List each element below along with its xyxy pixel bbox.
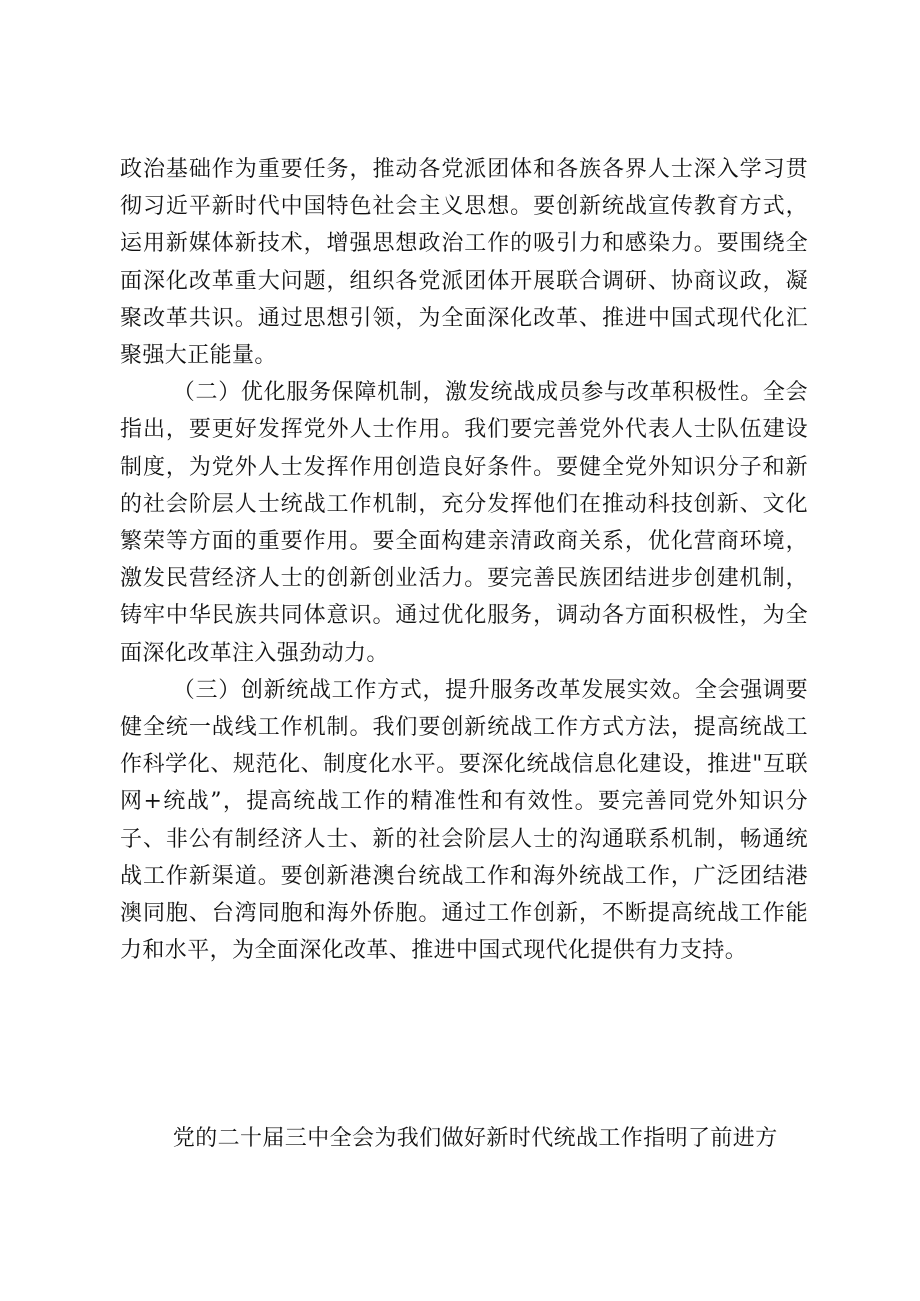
paragraph-section-two: （二）优化服务保障机制，激发统战成员参与改革积极性。全会指出，要更好发挥党外人士作用。我们要完善党外代表人士队伍建设制度，为党外人士发挥作用创造良好条件。要健全党外知识分子和新的社会阶层人士统战工作机制，充分发挥他们在推动科技创新、文化繁荣等方面的重要作用。要全面构建亲清政商关系，优化营商环境，激发民营经济人士的创新创业活力。要完善民族团结进步创建机制，铸牢中华民族共同体意识。通过优化服务，调动各方面积极性，为全面深化改革注入强劲动力。: [120, 380, 808, 666]
paragraph-conclusion-start: 党的二十届三中全会为我们做好新时代统战工作指明了前进方: [172, 1126, 778, 1151]
document-body: [120, 151, 808, 969]
paragraph-continuation: 政治基础作为重要任务，推动各党派团体和各族各界人士深入学习贯彻习近平新时代中国特色社会主义思想。要创新统战宣传教育方式，运用新媒体新技术，增强思想政治工作的吸引力和感染力。要围绕全面深化改革重大问题，组织各党派团体开展联合调研、协商议政，凝聚改革共识。通过思想引领，为全面深化改革、推进中国式现代化汇聚强大正能量。: [120, 157, 808, 369]
paragraph-section-three: （三）创新统战工作方式，提升服务改革发展实效。全会强调要健全统一战线工作机制。我们要创新统战工作方式方法，提高统战工作科学化、规范化、制度化水平。要深化统战信息化建设，推进"互联网+统战”，提高统战工作的精准性和有效性。要完善同党外知识分子、非公有制经济人士、新的社会阶层人士的沟通联系机制，畅通统战工作新渠道。要创新港澳台统战工作和海外统战工作，广泛团结港澳同胞、台湾同胞和海外侨胞。通过工作创新，不断提高统战工作能力和水平，为全面深化改革、推进中国式现代化提供有力支持。: [120, 677, 808, 964]
